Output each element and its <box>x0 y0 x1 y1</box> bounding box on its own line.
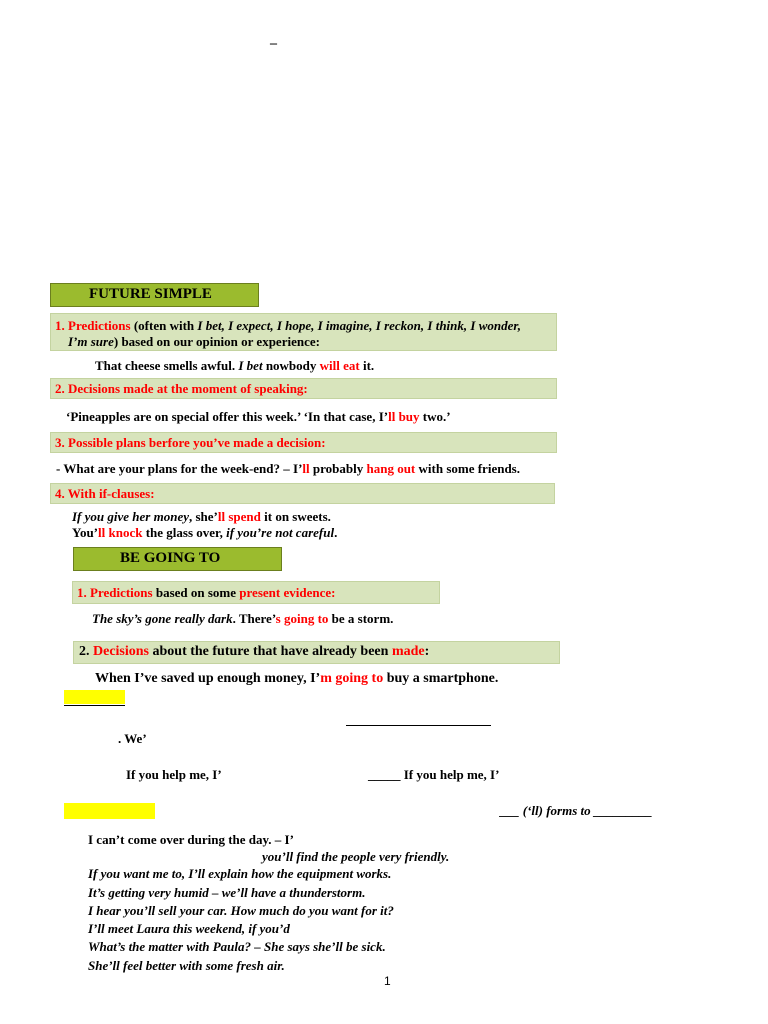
example-smartphone: When I’ve saved up enough money, I’m going to buy a smartphone. <box>95 671 499 686</box>
example-glass: You’ll knock the glass over, if you’re not careful. <box>72 525 338 540</box>
predictions-basis: ) based on our opinion or experience: <box>113 334 320 349</box>
going-to-title: BE GOING TO <box>73 547 282 571</box>
page-number: 1 <box>384 974 391 988</box>
plans-section-box <box>50 432 557 453</box>
exercise-line: you’ll find the people very friendly. <box>262 849 450 864</box>
yellow-highlight <box>64 803 155 819</box>
fragment-help-2: _____ If you help me, I’ <box>368 767 500 782</box>
exercise-line: If you want me to, I’ll explain how the equipment works. <box>88 866 392 881</box>
exercise-line: I hear you’ll sell your car. How much do you want for it? <box>88 903 394 918</box>
evidence-heading: 1. Predictions based on some present evidence: <box>77 585 336 600</box>
plans-heading: 3. Possible plans berfore you’ve made a decision: <box>55 435 326 450</box>
underline-blank <box>64 705 125 706</box>
predictions-verbs: I bet, I expect, I hope, I imagine, I reckon, I think, I wonder, <box>197 318 521 333</box>
predictions-im-sure: I’m sure <box>68 334 114 349</box>
exercise-line: She’ll feel better with some fresh air. <box>88 958 285 973</box>
if-clauses-section-box <box>50 483 555 504</box>
fragment-forms: ___ (‘ll) forms to _________ <box>500 803 653 818</box>
predictions-heading: Predictions <box>68 318 131 333</box>
fragment-we: . We’ <box>118 731 147 746</box>
predictions-section-box <box>50 313 557 351</box>
made-decisions-heading: 2. Decisions about the future that have already been made: <box>79 644 430 659</box>
exercise-line: It’s getting very humid – we’ll have a thunderstorm. <box>88 885 366 900</box>
example-storm: The sky’s gone really dark. There’s going to be a storm. <box>92 611 394 626</box>
fragment-help-1: If you help me, I’ <box>126 767 222 782</box>
yellow-highlight <box>64 690 125 704</box>
evidence-section-box <box>72 581 440 604</box>
underline-blank <box>346 725 491 726</box>
section-number: 1. <box>55 318 65 333</box>
exercise-line: What’s the matter with Paula? – She says she’ll be sick. <box>88 939 386 954</box>
predictions-line-2 <box>68 333 320 350</box>
predictions-note: (often with <box>130 318 198 333</box>
exercise-line: I can’t come over during the day. – I’ <box>88 832 294 847</box>
future-simple-title: FUTURE SIMPLE <box>50 283 259 307</box>
decisions-heading: 2. Decisions made at the moment of speaking: <box>55 381 308 396</box>
predictions-line-1 <box>55 317 521 334</box>
exercise-line: I’ll meet Laura this weekend, if you’d <box>88 921 290 936</box>
example-weekend: - What are your plans for the week-end? – I’ll probably hang out with some friends. <box>56 461 520 476</box>
made-decisions-section-box <box>73 641 560 664</box>
example-money: If you give her money, she’ll spend it on sweets. <box>72 509 331 524</box>
decisions-section-box <box>50 378 557 399</box>
example-pineapples: ‘Pineapples are on special offer this week.’ ‘In that case, I’ll buy two.’ <box>66 409 451 424</box>
example-cheese: That cheese smells awful. I bet nowbody will eat it. <box>95 358 375 373</box>
if-clauses-heading: 4. With if-clauses: <box>55 486 155 501</box>
top-dash: – <box>270 36 277 51</box>
